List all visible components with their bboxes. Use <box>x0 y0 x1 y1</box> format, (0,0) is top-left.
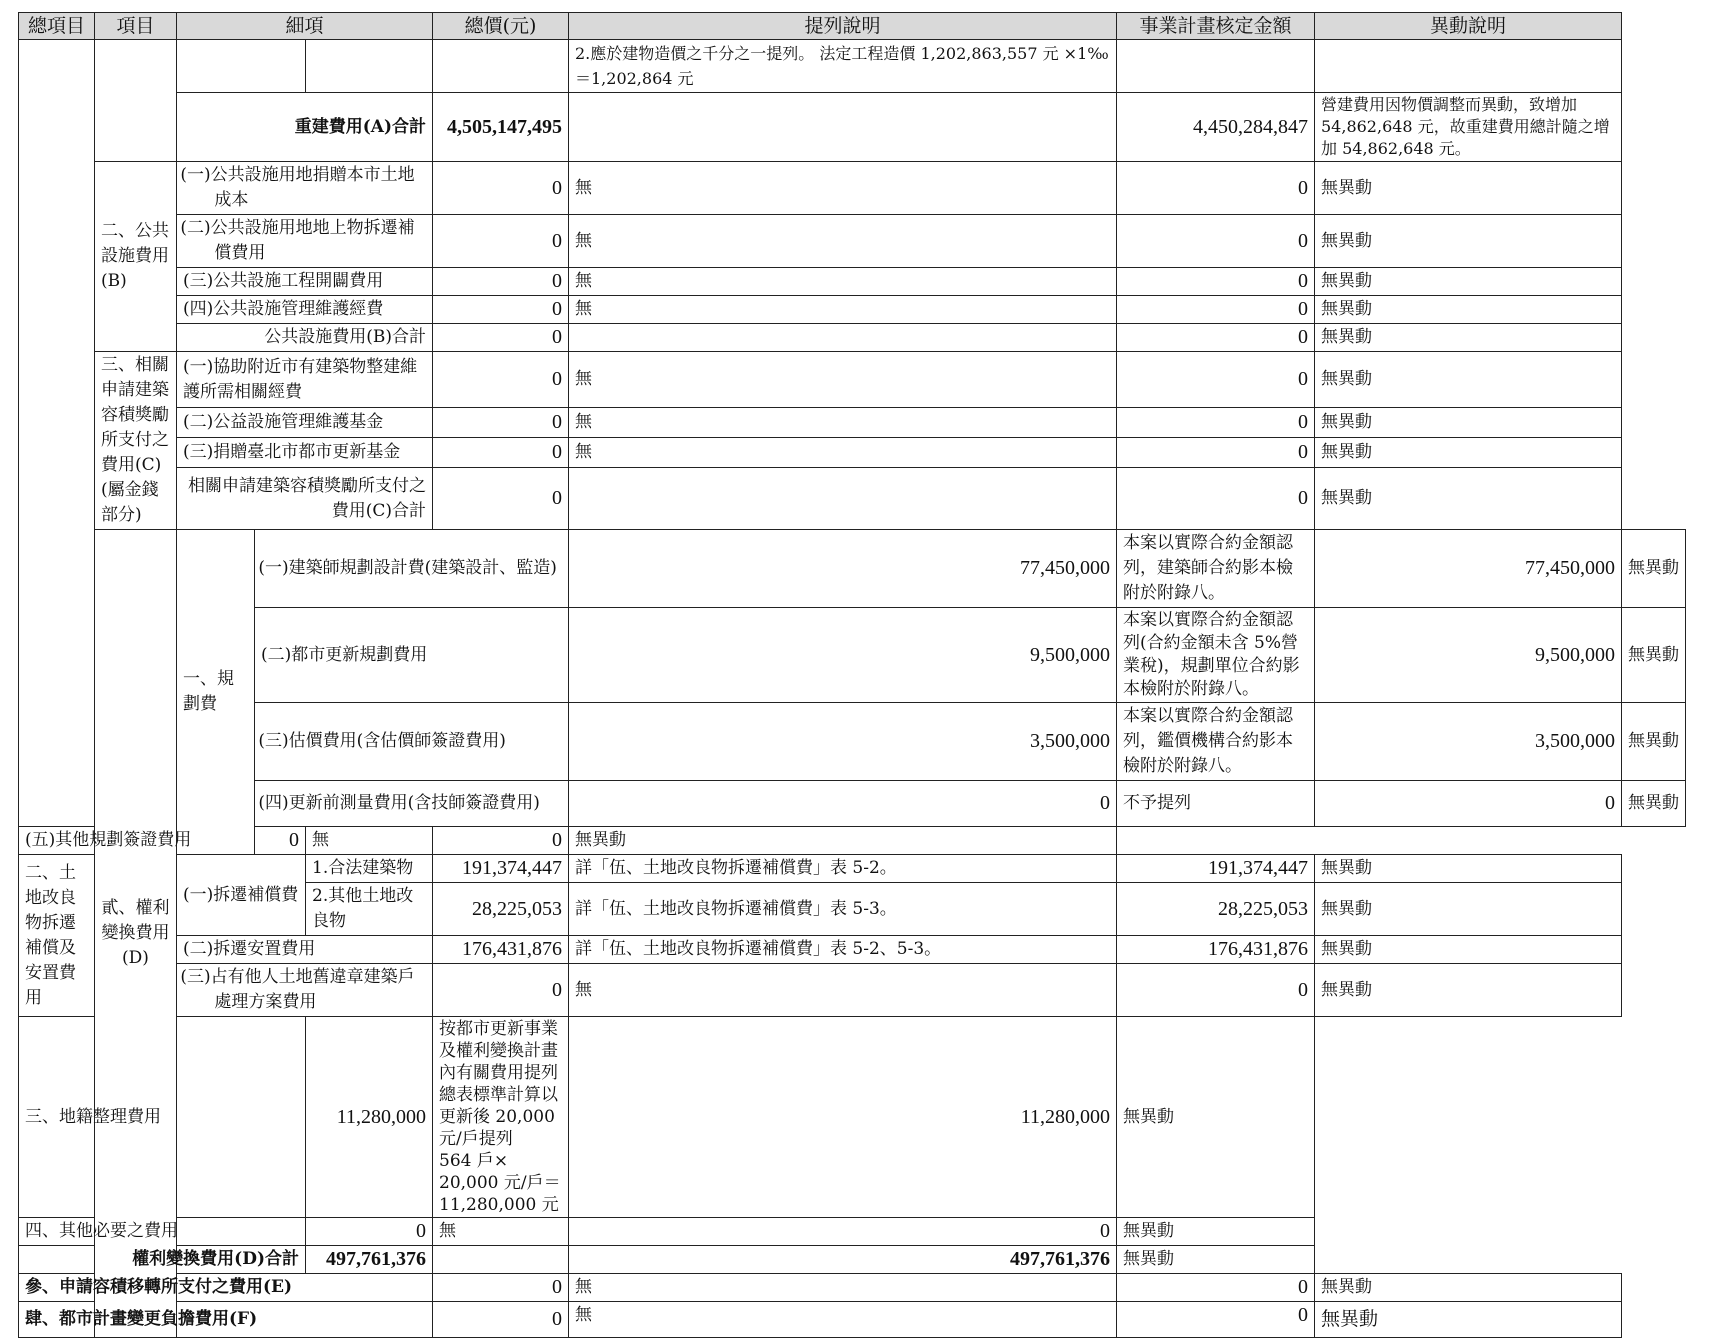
detail-cell: (三)占有他人土地舊違章建築戶處理方案費用 <box>177 964 433 1017</box>
total-cell: 497,761,376 <box>306 1246 433 1274</box>
change-cell: 無異動 <box>1117 1218 1315 1246</box>
detail-cell: (二)公益設施管理維護基金 <box>177 408 433 438</box>
total-cell: 0 <box>433 324 569 352</box>
change-cell: 無異動 <box>1315 855 1622 883</box>
subtotal-label: 公共設施費用(B)合計 <box>177 324 433 352</box>
table-row <box>19 296 1686 324</box>
change-cell: 無異動 <box>1315 468 1622 530</box>
detail-cell: (五)其他規劃簽證費用 <box>19 827 255 855</box>
change-cell: 無異動 <box>1315 936 1622 964</box>
subtotal-label: 相關申請建築容積獎勵所支付之費用(C)合計 <box>177 468 433 530</box>
approved-cell: 0 <box>1117 1302 1315 1338</box>
item-cell: 二、土地改良物拆遷補償及安置費用 <box>19 855 95 1017</box>
table-row <box>19 530 1686 608</box>
approved-cell: 0 <box>1117 468 1315 530</box>
total-cell: 0 <box>433 438 569 468</box>
approved-cell: 0 <box>1117 438 1315 468</box>
approved-cell: 3,500,000 <box>1315 703 1622 781</box>
item-cell-empty <box>95 40 177 162</box>
detail-cell: (二)都市更新規劃費用 <box>255 608 569 703</box>
subtotal-row <box>19 93 1686 162</box>
detail-cell: (三)捐贈臺北市都市更新基金 <box>177 438 433 468</box>
total-cell: 28,225,053 <box>433 883 569 936</box>
note-cell <box>433 1017 569 1218</box>
total-cell: 0 <box>433 468 569 530</box>
total-cell: 0 <box>433 352 569 408</box>
change-cell: 無異動 <box>1315 1302 1622 1338</box>
note-cell: 本案以實際合約金額認列(合約金額未含 5%營業稅)，規劃單位合約影本檢附於附錄八。 <box>1117 608 1315 703</box>
change-cell: 無異動 <box>1315 964 1622 1017</box>
total-cell: 4,505,147,495 <box>433 93 569 162</box>
total-cell: 176,431,876 <box>433 936 569 964</box>
approved-cell: 4,450,284,847 <box>1117 93 1315 162</box>
note-line: 564 戶× 20,000 元/戶＝11,280,000 元 <box>439 1151 561 1215</box>
approved-cell: 0 <box>1117 268 1315 296</box>
header-total: 總價(元) <box>433 13 569 40</box>
subdetail-cell: 1.合法建築物 <box>306 855 433 883</box>
approved-cell: 9,500,000 <box>1315 608 1622 703</box>
change-cell: 無異動 <box>1117 1246 1315 1274</box>
total-cell: 0 <box>433 268 569 296</box>
total-cell: 0 <box>433 1274 569 1302</box>
section-row <box>19 1302 1686 1338</box>
total-cell: 9,500,000 <box>569 608 1117 703</box>
item-cell: 四、其他必要之費用 <box>19 1218 306 1246</box>
detail-cell: (一)公共設施用地捐贈本市土地成本 <box>177 162 433 215</box>
note-cell: 本案以實際合約金額認列，鑑價機構合約影本檢附於附錄八。 <box>1117 703 1315 781</box>
table-row <box>19 352 1686 408</box>
header-detail: 細項 <box>177 13 433 40</box>
table-row <box>19 936 1686 964</box>
table-row <box>19 827 1686 855</box>
note-cell: 無 <box>569 215 1117 268</box>
change-cell: 無異動 <box>1315 296 1622 324</box>
detail-cell: (三)公共設施工程開闢費用 <box>177 268 433 296</box>
approved-cell: 77,450,000 <box>1315 530 1622 608</box>
detail-cell: (一)協助附近市有建築物整建維護所需相關經費 <box>177 352 433 408</box>
note-cell: 無 <box>569 268 1117 296</box>
table-row <box>19 608 1686 703</box>
cost-table <box>18 12 1686 1338</box>
detail-cell: (二)拆遷安置費用 <box>177 936 433 964</box>
table-row <box>19 1017 1686 1218</box>
table-row <box>19 268 1686 296</box>
note-cell: 本案以實際合約金額認列，建築師合約影本檢附於附錄八。 <box>1117 530 1315 608</box>
approved-cell: 191,374,447 <box>1117 855 1315 883</box>
change-cell: 無異動 <box>1315 324 1622 352</box>
approved-cell: 0 <box>433 827 569 855</box>
detail-cell: (二)公共設施用地地上物拆遷補償費用 <box>177 215 433 268</box>
approved-cell: 0 <box>569 1218 1117 1246</box>
total-cell: 191,374,447 <box>433 855 569 883</box>
detail-cell: (一)建築師規劃設計費(建築設計、監造) <box>255 530 569 608</box>
change-cell: 無異動 <box>1315 162 1622 215</box>
subtotal-label: 重建費用(A)合計 <box>177 93 433 162</box>
detail-cell: (一)拆遷補償費 <box>177 855 306 936</box>
change-cell: 無異動 <box>1622 608 1686 703</box>
header-category: 總項目 <box>19 13 95 40</box>
total-cell: 0 <box>255 827 306 855</box>
total-cell: 0 <box>433 296 569 324</box>
note-cell: 詳「伍、土地改良物拆遷補償費」表 5-3。 <box>569 883 1117 936</box>
table-row <box>19 215 1686 268</box>
detail-cell: (三)估價費用(含估價師簽證費用) <box>255 703 569 781</box>
change-cell: 無異動 <box>1315 883 1622 936</box>
subtotal-row <box>19 1246 1686 1274</box>
approved-cell: 176,431,876 <box>1117 936 1315 964</box>
note-cell: 無 <box>433 1218 569 1246</box>
approved-cell: 0 <box>1117 352 1315 408</box>
section-row <box>19 1274 1686 1302</box>
change-cell: 無異動 <box>1622 703 1686 781</box>
total-cell: 0 <box>433 215 569 268</box>
header-change: 異動說明 <box>1315 13 1622 40</box>
note-cell: 無 <box>306 827 433 855</box>
change-cell: 無異動 <box>1622 530 1686 608</box>
change-cell: 營建費用因物價調整而異動，致增加 54,862,648 元，故重建費用總計隨之增加 54,862,648 元。 <box>1315 93 1622 162</box>
table-row <box>19 855 1686 883</box>
note-cell: 無 <box>569 1302 1117 1338</box>
change-cell: 無異動 <box>1315 438 1622 468</box>
item-cell: 一、規劃費 <box>177 530 255 855</box>
subtotal-row <box>19 468 1686 530</box>
note-cell: 無 <box>569 296 1117 324</box>
approved-cell: 0 <box>1117 162 1315 215</box>
change-cell: 無異動 <box>1315 1274 1622 1302</box>
table-row <box>19 40 1686 93</box>
item-cell: 三、地籍整理費用 <box>19 1017 306 1218</box>
total-cell: 0 <box>433 1302 569 1338</box>
approved-cell: 0 <box>1117 408 1315 438</box>
change-cell: 無異動 <box>1315 268 1622 296</box>
approved-cell: 0 <box>1117 324 1315 352</box>
approved-cell: 11,280,000 <box>569 1017 1117 1218</box>
approved-cell: 0 <box>1117 964 1315 1017</box>
approved-cell: 28,225,053 <box>1117 883 1315 936</box>
table-row <box>19 781 1686 827</box>
total-cell: 0 <box>433 162 569 215</box>
change-cell: 無異動 <box>569 827 1117 855</box>
subtotal-label: 權利變換費用(D)合計 <box>19 1246 306 1274</box>
table-row <box>19 1218 1686 1246</box>
change-cell: 無異動 <box>1315 352 1622 408</box>
total-cell: 77,450,000 <box>569 530 1117 608</box>
total-cell: 0 <box>433 964 569 1017</box>
approved-cell: 0 <box>1117 215 1315 268</box>
note-cell: 詳「伍、土地改良物拆遷補償費」表 5-2、5-3。 <box>569 936 1117 964</box>
note-cell: 無 <box>569 162 1117 215</box>
category-cell: 貳、權利變換費用(D) <box>95 530 177 1338</box>
detail-cell: (四)公共設施管理維護經費 <box>177 296 433 324</box>
note-cell: 不予提列 <box>1117 781 1315 827</box>
table-row <box>19 408 1686 438</box>
approved-cell: 0 <box>1117 296 1315 324</box>
note-cell: 無 <box>569 438 1117 468</box>
category-cell-empty <box>19 40 95 827</box>
section-label: 肆、都市計畫變更負擔費用(F) <box>19 1302 433 1338</box>
header-note: 提列說明 <box>569 13 1117 40</box>
header-item: 項目 <box>95 13 177 40</box>
approved-cell: 497,761,376 <box>569 1246 1117 1274</box>
subdetail-cell: 2.其他土地改良物 <box>306 883 433 936</box>
total-cell: 0 <box>306 1218 433 1246</box>
note-cell: 無 <box>569 964 1117 1017</box>
note-cell: 無 <box>569 352 1117 408</box>
table-row <box>19 703 1686 781</box>
item-cell: 二、公共設施費用(B) <box>95 162 177 352</box>
header-row <box>19 13 1686 40</box>
section-label: 參、申請容積移轉所支付之費用(E) <box>19 1274 433 1302</box>
change-cell: 無異動 <box>1315 215 1622 268</box>
note-cell: 詳「伍、土地改良物拆遷補償費」表 5-2。 <box>569 855 1117 883</box>
table-row <box>19 964 1686 1017</box>
note-cell: 2.應於建物造價之千分之一提列。 法定工程造價 1,202,863,557 元 ×1‰＝1,202,864 元 <box>569 40 1117 93</box>
total-cell: 3,500,000 <box>569 703 1117 781</box>
approved-cell: 0 <box>1315 781 1622 827</box>
note-cell: 無 <box>569 1274 1117 1302</box>
change-cell: 無異動 <box>1315 408 1622 438</box>
total-cell: 0 <box>433 408 569 438</box>
header-approved: 事業計畫核定金額 <box>1117 13 1315 40</box>
table-row <box>19 162 1686 215</box>
detail-cell: (四)更新前測量費用(含技師簽證費用) <box>255 781 569 827</box>
change-cell: 無異動 <box>1117 1017 1315 1218</box>
total-cell: 0 <box>569 781 1117 827</box>
approved-cell: 0 <box>1117 1274 1315 1302</box>
item-cell: 三、相關申請建築容積獎勵所支付之費用(C)(屬金錢部分) <box>95 352 177 530</box>
table-row <box>19 438 1686 468</box>
total-cell: 11,280,000 <box>306 1017 433 1218</box>
note-line: 按都市更新事業及權利變換計畫內有關費用提列總表標準計算以更新後 20,000 元/戶提列 <box>439 1019 558 1149</box>
change-cell: 無異動 <box>1622 781 1686 827</box>
note-cell: 無 <box>569 408 1117 438</box>
subtotal-row <box>19 324 1686 352</box>
